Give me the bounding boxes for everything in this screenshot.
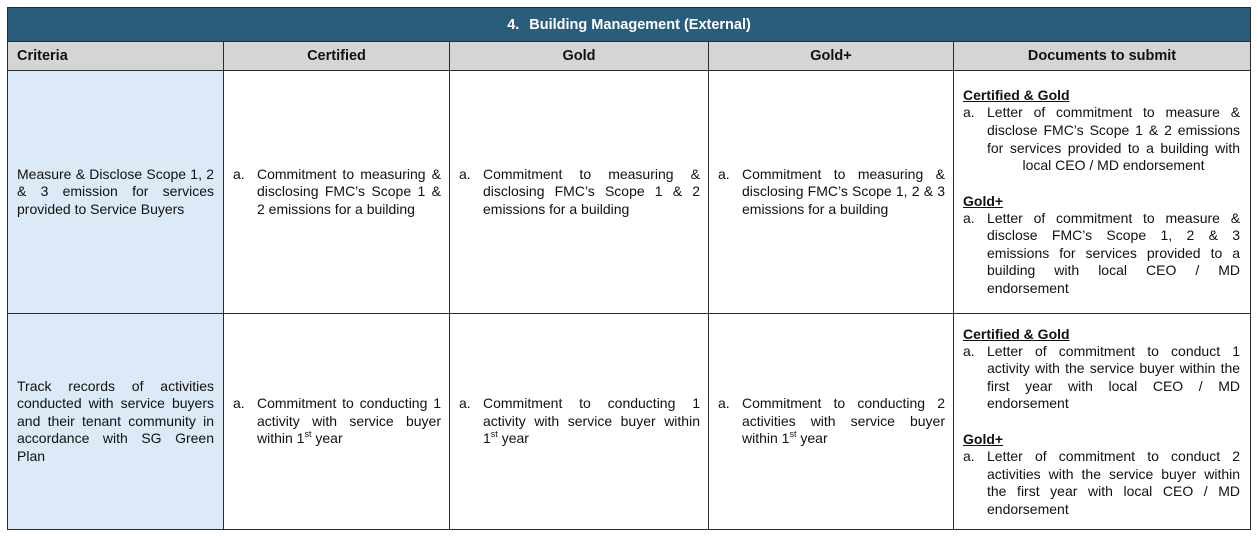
list-item	[718, 395, 945, 448]
document-text: Letter of commitment to measure & disclose FMC’s Scope 1 & 2 emissions for services provided to a building with local CEO / MD endorsement	[987, 104, 1241, 174]
criteria-table	[7, 7, 1251, 530]
list-item	[963, 210, 1240, 298]
list-marker: a.	[963, 342, 975, 359]
list-marker: a.	[718, 165, 730, 182]
document-group-heading: Gold+	[963, 192, 1004, 209]
column-header-row	[8, 42, 1251, 71]
gold-cell	[450, 71, 709, 314]
document-text: Letter of commitment to conduct 2 activities with the service buyer within the first year with local CEO / MD endorsement	[987, 448, 1241, 517]
requirement-text-tail: year	[311, 430, 343, 447]
document-group-heading: Certified & Gold	[963, 87, 1070, 104]
document-group	[963, 192, 1240, 298]
requirement-text-main: Commitment to conducting 1 activity with service buyer within 1	[483, 395, 700, 447]
requirement-text: Commitment to measuring & disclosing FMC’s Scope 1 & 2 emissions for a building	[483, 165, 700, 217]
list-item	[459, 166, 700, 219]
gold-cell	[450, 314, 709, 530]
table-row	[8, 71, 1251, 314]
table-title-row	[8, 8, 1251, 42]
documents-cell	[954, 314, 1251, 530]
list-item	[233, 395, 441, 448]
list-marker: a.	[233, 165, 245, 182]
certified-cell	[224, 71, 450, 314]
requirement-text-tail: year	[497, 430, 529, 447]
criteria-cell: Measure & Disclose Scope 1, 2 & 3 emission for services provided to Service Buyers	[8, 71, 224, 314]
requirement-text	[483, 395, 700, 448]
ordinal-suffix: st	[490, 428, 498, 439]
list-item	[963, 104, 1240, 174]
list-marker: a.	[963, 209, 975, 226]
document-text: Letter of commitment to conduct 1 activity with the service buyer within the first year with local CEO / MD endorsement	[987, 342, 1241, 412]
requirement-text	[257, 395, 441, 448]
requirement-text: Commitment to measuring & disclosing FMC’s Scope 1, 2 & 3 emissions for a building	[742, 165, 945, 217]
section-number: 4.	[507, 16, 520, 33]
gold-plus-cell	[709, 71, 954, 314]
list-marker: a.	[963, 448, 975, 464]
list-marker: a.	[718, 395, 730, 412]
gold-plus-cell	[709, 314, 954, 530]
requirement-text-main: Commitment to conducting 2 activities with service buyer within 1	[742, 395, 945, 447]
header-certified: Certified	[224, 42, 450, 71]
document-group-heading: Certified & Gold	[963, 325, 1070, 342]
header-criteria: Criteria	[8, 42, 224, 71]
document-group-heading: Gold+	[963, 431, 1004, 447]
list-item	[963, 448, 1240, 518]
certified-cell	[224, 314, 450, 530]
document-group	[963, 325, 1240, 413]
ordinal-suffix: st	[789, 428, 797, 439]
header-gold-plus: Gold+	[709, 42, 954, 71]
criteria-cell: Track records of activities conducted with service buyers and their tenant community in accordance with SG Green Plan	[8, 314, 224, 530]
list-item	[963, 343, 1240, 413]
list-item	[459, 395, 700, 448]
requirement-text: Commitment to measuring & disclosing FMC’s Scope 1 & 2 emissions for a building	[257, 165, 441, 217]
list-item	[233, 166, 441, 219]
documents-cell	[954, 71, 1251, 314]
table-title	[8, 8, 1251, 42]
list-marker: a.	[233, 395, 245, 412]
list-item	[718, 166, 945, 219]
criteria-table-wrapper	[7, 7, 1250, 530]
list-marker: a.	[459, 165, 471, 182]
requirement-text	[742, 395, 945, 448]
ordinal-suffix: st	[304, 428, 312, 439]
list-marker: a.	[459, 395, 471, 412]
requirement-text-tail: year	[796, 430, 828, 447]
document-text: Letter of commitment to measure & disclose FMC’s Scope 1, 2 & 3 emissions for services provided to a building with local CEO / MD endorsement	[987, 209, 1241, 297]
requirement-text-main: Commitment to conducting 1 activity with service buyer within 1	[257, 395, 441, 447]
header-documents: Documents to submit	[954, 42, 1251, 71]
section-title: Building Management (External)	[529, 16, 751, 33]
table-row	[8, 314, 1251, 530]
list-marker: a.	[963, 104, 975, 121]
document-group	[963, 86, 1240, 174]
document-group	[963, 430, 1240, 518]
header-gold: Gold	[450, 42, 709, 71]
